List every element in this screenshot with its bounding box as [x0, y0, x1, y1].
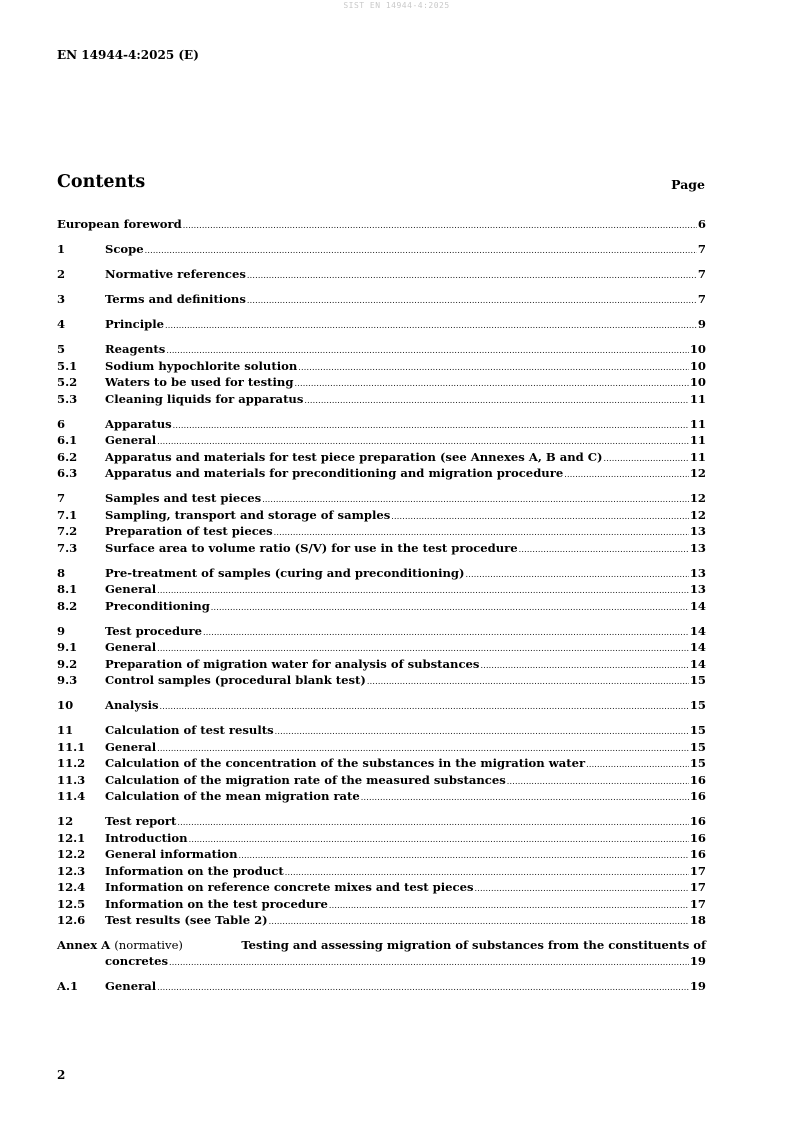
toc-entry[interactable]	[57, 490, 706, 507]
toc-page: 9	[697, 317, 706, 331]
toc-page: 13	[689, 582, 706, 596]
toc-title: Normative references	[105, 267, 246, 281]
toc-entry[interactable]	[57, 266, 706, 283]
toc-number: 2	[57, 267, 66, 281]
leader-dots	[166, 341, 689, 358]
toc-title: Reagents	[105, 342, 166, 356]
toc-page: 7	[697, 242, 706, 256]
leader-dots	[507, 772, 689, 789]
toc-page: 16	[689, 772, 706, 787]
annex-title-line1: Testing and assessing migration of substances from the constituents of	[241, 937, 706, 952]
toc-page: 17	[689, 880, 706, 894]
toc-entry[interactable]	[57, 755, 706, 772]
leader-dots	[304, 391, 688, 408]
toc-number: 12	[57, 814, 74, 828]
toc-entry-foreword[interactable]	[57, 216, 706, 233]
leader-dots	[285, 863, 689, 880]
toc-number: 12.5	[57, 896, 86, 911]
toc-entry[interactable]	[57, 830, 706, 847]
leader-dots	[367, 672, 689, 689]
toc-title: Control samples (procedural blank test)	[105, 673, 366, 687]
toc-page: 16	[689, 814, 706, 828]
toc-entry[interactable]	[57, 565, 706, 582]
toc-page: 17	[689, 896, 706, 911]
toc-number: 12.3	[57, 863, 86, 878]
toc-entry[interactable]	[57, 581, 706, 598]
toc-title: Apparatus	[105, 416, 172, 431]
toc-entry[interactable]	[57, 241, 706, 258]
toc-entry[interactable]	[57, 879, 706, 896]
toc-number: 11	[57, 723, 74, 737]
toc-page: 11	[689, 433, 706, 447]
leader-dots	[247, 266, 697, 283]
toc-page: 7	[697, 292, 706, 306]
toc-number: 11.3	[57, 772, 86, 787]
toc-page: 19	[689, 979, 706, 993]
toc-page: 16	[689, 847, 706, 861]
toc-number: 12.2	[57, 847, 86, 861]
leader-dots	[274, 523, 689, 540]
toc-title: Preparation of test pieces	[105, 524, 273, 538]
leader-dots	[480, 656, 688, 673]
toc-entry[interactable]	[57, 656, 706, 673]
toc-title: Samples and test pieces	[105, 491, 262, 505]
toc-title: Test results (see Table 2)	[105, 913, 268, 927]
toc-title: Information on the product	[105, 863, 284, 878]
toc-page: 10	[689, 358, 706, 373]
table-of-contents	[57, 216, 706, 995]
toc-number: 12.6	[57, 913, 86, 927]
toc-number: A.1	[57, 979, 79, 993]
contents-title: Contents	[57, 172, 146, 192]
toc-number: 4	[57, 317, 66, 331]
toc-number: 7.3	[57, 540, 78, 555]
toc-title: Calculation of the mean migration rate	[105, 789, 360, 803]
watermark: SIST EN 14944-4:2025	[343, 1, 450, 10]
toc-page: 15	[689, 673, 706, 687]
leader-dots	[247, 291, 697, 308]
toc-page: 6	[697, 217, 706, 231]
document-id: EN 14944-4:2025 (E)	[57, 48, 199, 62]
leader-dots	[160, 697, 689, 714]
leader-dots	[586, 755, 689, 772]
toc-number: 12.4	[57, 880, 86, 894]
toc-number: 5	[57, 342, 66, 356]
annex-normative-tag: (normative)	[114, 937, 183, 952]
toc-title: Sodium hypochlorite solution	[105, 358, 298, 373]
toc-entry[interactable]	[57, 739, 706, 756]
toc-entry[interactable]	[57, 358, 706, 375]
toc-page: 13	[689, 524, 706, 538]
toc-title: Introduction	[105, 830, 188, 845]
toc-entry[interactable]	[57, 672, 706, 689]
leader-dots	[177, 813, 688, 830]
toc-title: General	[105, 640, 157, 654]
toc-title: General	[105, 582, 157, 596]
toc-title: General	[105, 979, 157, 993]
toc-entry[interactable]	[57, 697, 706, 714]
toc-number: 6	[57, 416, 66, 431]
toc-entry[interactable]	[57, 432, 706, 449]
leader-dots	[239, 846, 689, 863]
toc-entry[interactable]	[57, 391, 706, 408]
toc-entry[interactable]	[57, 507, 706, 524]
leader-dots	[157, 639, 689, 656]
toc-title: Test report	[105, 814, 177, 828]
toc-number: 5.3	[57, 391, 78, 406]
toc-title: Calculation of the migration rate of the measured substances	[105, 772, 506, 787]
page-number: 2	[57, 1068, 66, 1082]
toc-entry[interactable]	[57, 722, 706, 739]
toc-page: 19	[689, 954, 706, 968]
leader-dots	[189, 830, 689, 847]
toc-number: 7.1	[57, 507, 78, 522]
leader-dots	[262, 490, 689, 507]
leader-dots	[329, 896, 689, 913]
toc-page: 7	[697, 267, 706, 281]
toc-title: Analysis	[105, 698, 159, 712]
leader-dots	[145, 241, 697, 258]
toc-title: General	[105, 739, 157, 754]
leader-dots	[475, 879, 689, 896]
toc-title: European foreword	[57, 217, 182, 231]
toc-number: 8.2	[57, 598, 78, 613]
leader-dots	[391, 507, 689, 524]
toc-page: 11	[689, 391, 706, 406]
toc-entry-annex-a[interactable]	[57, 937, 706, 970]
toc-title: General information	[105, 847, 238, 861]
toc-number: 10	[57, 698, 74, 712]
toc-number: 9.1	[57, 640, 78, 654]
toc-number: 9.3	[57, 673, 78, 687]
toc-entry[interactable]	[57, 449, 706, 466]
toc-page: 15	[689, 698, 706, 712]
toc-page: 17	[689, 863, 706, 878]
toc-number: 5.2	[57, 375, 78, 389]
toc-entry[interactable]	[57, 813, 706, 830]
toc-page: 18	[689, 913, 706, 927]
leader-dots	[157, 432, 689, 449]
toc-title: Information on the test procedure	[105, 896, 328, 911]
toc-number: 11.2	[57, 756, 86, 770]
toc-page: 14	[689, 640, 706, 654]
leader-dots	[275, 722, 689, 739]
toc-number: 7.2	[57, 524, 78, 538]
toc-title: Calculation of test results	[105, 723, 274, 737]
toc-number: 9	[57, 623, 66, 638]
leader-dots	[294, 374, 688, 391]
toc-title: Test procedure	[105, 623, 202, 638]
leader-dots	[165, 316, 697, 333]
toc-page: 16	[689, 789, 706, 803]
toc-entry[interactable]	[57, 863, 706, 880]
toc-page: 13	[689, 540, 706, 555]
leader-dots	[269, 912, 689, 929]
toc-entry[interactable]	[57, 623, 706, 640]
toc-entry[interactable]	[57, 598, 706, 615]
leader-dots	[183, 216, 697, 233]
toc-title: Terms and definitions	[105, 292, 246, 306]
leader-dots	[519, 540, 689, 557]
toc-number: 12.1	[57, 830, 86, 845]
toc-entry[interactable]	[57, 316, 706, 333]
toc-page: 15	[689, 723, 706, 737]
leader-dots	[203, 623, 689, 640]
leader-dots	[298, 358, 689, 375]
toc-entry[interactable]	[57, 912, 706, 929]
toc-number: 6.3	[57, 466, 78, 480]
leader-dots	[361, 788, 689, 805]
toc-page: 10	[689, 375, 706, 389]
toc-page: 12	[689, 491, 706, 505]
toc-page: 12	[689, 466, 706, 480]
toc-title: Surface area to volume ratio (S/V) for use in the test procedure	[105, 540, 518, 555]
page-column-label: Page	[671, 177, 705, 192]
leader-dots	[157, 581, 689, 598]
annex-title-line2: concretes	[105, 954, 169, 968]
leader-dots	[604, 449, 689, 466]
toc-entry[interactable]	[57, 772, 706, 789]
leader-dots	[173, 416, 689, 433]
toc-page: 14	[689, 656, 706, 671]
toc-entry[interactable]	[57, 639, 706, 656]
toc-title: Apparatus and materials for preconditioning and migration procedure	[105, 466, 564, 480]
toc-number: 6.1	[57, 433, 78, 447]
toc-number: 8	[57, 565, 66, 580]
toc-title: Sampling, transport and storage of samples	[105, 507, 391, 522]
toc-page: 14	[689, 598, 706, 613]
toc-number: 7	[57, 491, 66, 505]
toc-title: Principle	[105, 317, 165, 331]
toc-entry[interactable]	[57, 978, 706, 995]
toc-number: 5.1	[57, 358, 78, 373]
annex-label: Annex A	[57, 937, 111, 952]
toc-number: 11.4	[57, 789, 86, 803]
toc-number: 8.1	[57, 582, 78, 596]
toc-entry[interactable]	[57, 523, 706, 540]
toc-page: 15	[689, 739, 706, 754]
leader-dots	[169, 953, 689, 970]
leader-dots	[211, 598, 689, 615]
toc-entry[interactable]	[57, 896, 706, 913]
toc-title: General	[105, 433, 157, 447]
toc-entry[interactable]	[57, 788, 706, 805]
toc-title: Apparatus and materials for test piece preparation (see Annexes A, B and C)	[105, 449, 603, 464]
toc-page: 10	[689, 342, 706, 356]
toc-page: 15	[689, 756, 706, 770]
leader-dots	[564, 465, 689, 482]
toc-entry[interactable]	[57, 291, 706, 308]
toc-page: 11	[689, 416, 706, 431]
toc-number: 3	[57, 292, 66, 306]
toc-page: 12	[689, 507, 706, 522]
toc-page: 11	[689, 449, 706, 464]
toc-entry[interactable]	[57, 416, 706, 433]
toc-entry[interactable]	[57, 374, 706, 391]
leader-dots	[466, 565, 689, 582]
toc-title: Cleaning liquids for apparatus	[105, 391, 304, 406]
toc-title: Pre-treatment of samples (curing and preconditioning)	[105, 565, 465, 580]
toc-page: 14	[689, 623, 706, 638]
toc-entry[interactable]	[57, 846, 706, 863]
toc-number: 1	[57, 242, 66, 256]
toc-entry[interactable]	[57, 540, 706, 557]
toc-title: Scope	[105, 242, 144, 256]
toc-number: 9.2	[57, 656, 78, 671]
toc-entry[interactable]	[57, 341, 706, 358]
toc-title: Waters to be used for testing	[105, 375, 294, 389]
toc-page: 13	[689, 565, 706, 580]
leader-dots	[157, 978, 689, 995]
toc-entry[interactable]	[57, 465, 706, 482]
toc-number: 6.2	[57, 449, 78, 464]
toc-title: Preconditioning	[105, 598, 210, 613]
toc-number: 11.1	[57, 739, 86, 754]
toc-title: Preparation of migration water for analysis of substances	[105, 656, 480, 671]
toc-title: Calculation of the concentration of the substances in the migration water	[105, 756, 586, 770]
toc-page: 16	[689, 830, 706, 845]
toc-title: Information on reference concrete mixes and test pieces	[105, 880, 474, 894]
leader-dots	[157, 739, 689, 756]
